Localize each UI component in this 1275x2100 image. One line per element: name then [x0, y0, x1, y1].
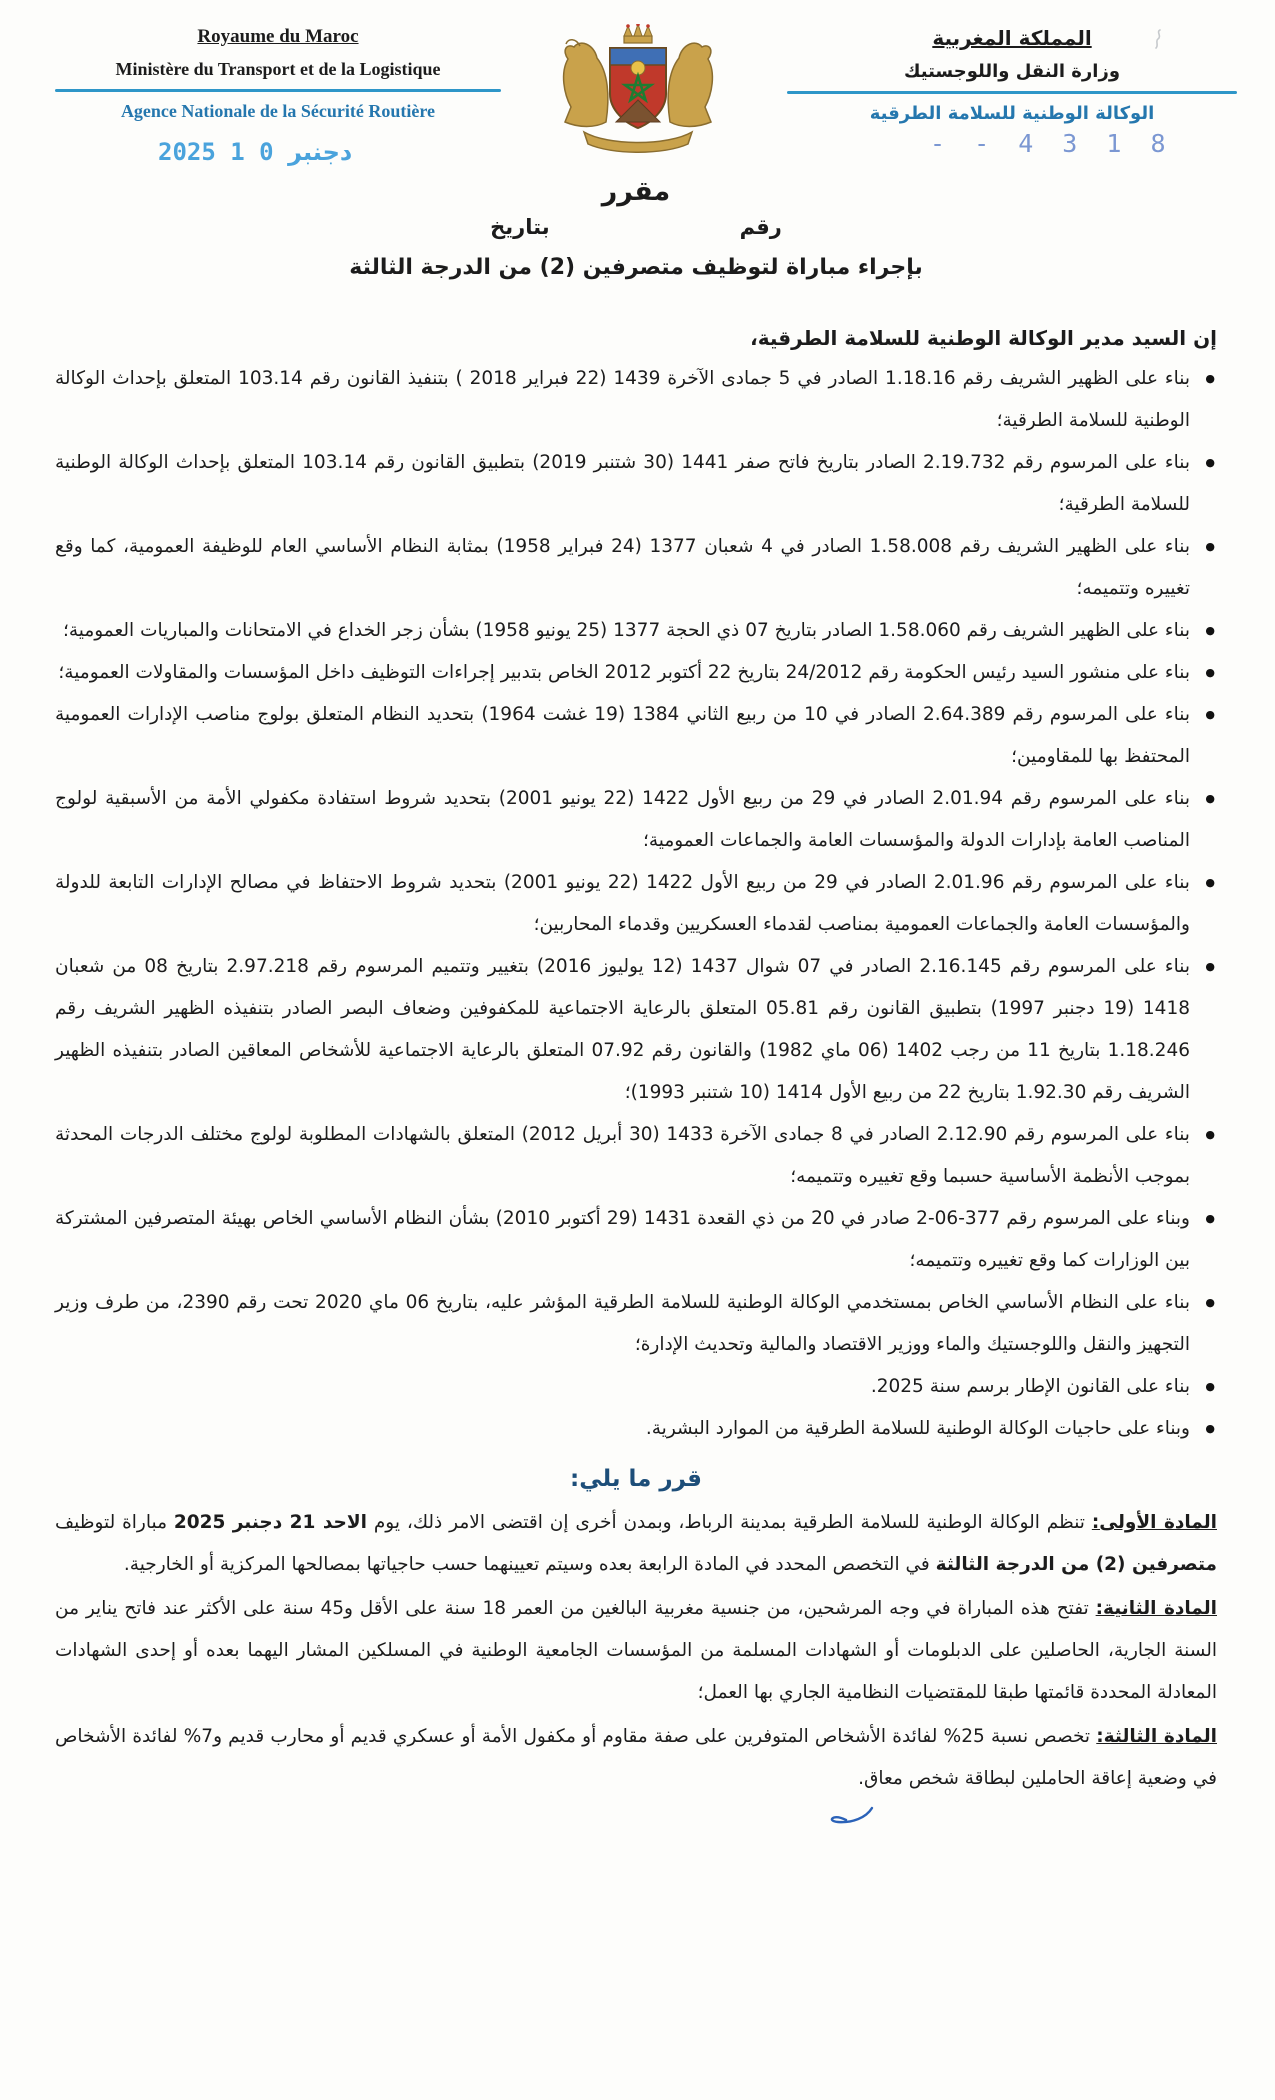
kingdom-title-ar: المملكة المغربية: [932, 26, 1092, 50]
stamp-day: 0 1: [230, 138, 274, 166]
preamble-item: ● بناء على منشور السيد رئيس الحكومة رقم 24/2012 بتاريخ 22 أكتوبر 2012 الخاص بتدبير إجراءات التوظيف داخل المؤسسات والمقاولات العمومية؛: [55, 652, 1217, 694]
header-rule-fr: [55, 89, 501, 92]
preamble-item: ● بناء على الظهير الشريف رقم 1.58.008 الصادر في 4 شعبان 1377 (24 فبراير 1958) بمثابة النظام الأساسي العام للوظيفة العمومية، كما وقع تغييره وتتميمه؛: [55, 526, 1217, 610]
date-stamp: [158, 138, 352, 166]
morocco-coat-of-arms-icon: [546, 24, 730, 160]
article-label: المادة الأولى:: [1091, 1512, 1217, 1533]
agency-title-ar: الوكالة الوطنية للسلامة الطرقية: [869, 103, 1155, 124]
article-text-segment: تنظم الوكالة الوطنية للسلامة الطرقية بمدينة الرباط، وبمدن أخرى إن اقتضى الامر ذلك، يوم: [366, 1512, 1085, 1533]
preamble-item: ● بناء على المرسوم رقم 2.01.94 الصادر في 29 من ربيع الأول 1422 (22 يونيو 2001) بتحديد شروط استفادة مكفولي الأمة من الأسبقية لولوج المناصب العامة بإدارات الدولة والمؤسسات العامة والجماعات العمومية؛: [55, 778, 1217, 862]
agency-title-fr: Agence Nationale de la Sécurité Routière: [120, 101, 436, 121]
article-text-segment: الاحد 21 دجنبر 2025: [173, 1512, 367, 1533]
decision-heading: قرر ما يلي:: [570, 1466, 702, 1492]
preamble-item: ● بناء على المرسوم رقم 2.12.90 الصادر في 8 جمادى الآخرة 1433 (30 أبريل 2012) المتعلق بالشهادات المطلوبة لولوج مختلف الدرجات المحدثة بموجب الأنظمة الأساسية حسبما وقع تغييره وتتميمه؛: [55, 1114, 1217, 1198]
preamble-item: ● بناء على المرسوم رقم 2.19.732 الصادر بتاريخ فاتح صفر 1441 (30 شتنبر 2019) بتطبيق القانون رقم 103.14 المتعلق بإحداث الوكالة الوطنية للسلامة الطرقية؛: [55, 442, 1217, 526]
preamble-item: ● وبناء على المرسوم رقم 377-06-2 صادر في 20 من ذي القعدة 1431 (29 أكتوبر 2010) بشأن النظام الأساسي الخاص بهيئة المتصرفين المشتركة بين الوزارات كما وقع تغييره وتتميمه؛: [55, 1198, 1217, 1282]
preamble-item: ● بناء على المرسوم رقم 2.01.96 الصادر في 29 من ربيع الأول 1422 (22 يونيو 2001) بتحديد شروط الاحتفاظ في مصالح الإدارات التابعة للدولة والمؤسسات العامة والجماعات العمومية بمناصب لقدماء العسكريين وقدماء المحاربين؛: [55, 862, 1217, 946]
article-label: المادة الثالثة:: [1096, 1726, 1217, 1747]
date-label: بتاريخ: [490, 215, 550, 239]
article: [55, 1588, 1217, 1714]
preamble-list: [55, 358, 1217, 1450]
article-text-segment: تفتح هذه المباراة في وجه المرشحين، من جنسية مغربية البالغين من العمر 18 سنة على الأقل و45 سنة على الأكثر عند فاتح يناير من السنة الجارية، الحاصلين على الدبلومات أو الشهادات المسلمة من المؤسسات الجامعية الوطنية في المسلكين المشار اليهما بعده أو إحدى الشهادات المعادلة المحددة قائمتها طبقا للمقتضيات النظامية الجاري بها العمل؛: [55, 1598, 1217, 1703]
preamble-item: ● بناء على الظهير الشريف رقم 1.58.060 الصادر بتاريخ 07 ذي الحجة 1377 (25 يونيو 1958) بشأن زجر الخداع في الامتحانات والمباريات العمومية؛: [55, 610, 1217, 652]
article-text-segment: تخصص نسبة 25% لفائدة الأشخاص المتوفرين على صفة مقاوم أو مكفول الأمة أو عسكري قديم أو محارب قديم و7% لفائدة الأشخاص في وضعية إعاقة الحاملين لبطاقة شخص معاق.: [55, 1726, 1217, 1789]
preamble-item: ● بناء على القانون الإطار برسم سنة 2025.: [55, 1366, 1217, 1408]
preamble-item: ● وبناء على حاجيات الوكالة الوطنية للسلامة الطرقية من الموارد البشرية.: [55, 1408, 1217, 1450]
document-subject: بإجراء مباراة لتوظيف متصرفين (2) من الدرجة الثالثة: [349, 255, 923, 280]
articles: [55, 1502, 1217, 1800]
number-date-row: [55, 215, 1217, 239]
article: [55, 1716, 1217, 1800]
ministry-title-ar: وزارة النقل واللوجستيك: [903, 61, 1121, 82]
signature-mark-icon: [822, 1802, 880, 1828]
registry-number-stamp: - - 4 3 1 8: [930, 129, 1173, 158]
article-text-segment: مباراة لتوظيف: [55, 1512, 174, 1533]
letterhead-french: [55, 26, 501, 124]
article: [55, 1502, 1217, 1586]
stamp-month: دجنبر: [288, 138, 353, 166]
preamble-item: ● بناء على الظهير الشريف رقم 1.18.16 الصادر في 5 جمادى الآخرة 1439 (22 فبراير 2018 ) بتنفيذ القانون رقم 103.14 المتعلق بإحداث الوكالة الوطنية للسلامة الطرقية؛: [55, 358, 1217, 442]
number-label: رقم: [739, 215, 782, 239]
kingdom-title-fr: Royaume du Maroc: [197, 26, 359, 47]
pen-scribble-mark: [1146, 26, 1172, 56]
signature-row: [55, 1802, 1217, 1832]
header-rule-ar: [787, 91, 1237, 94]
article-label: المادة الثانية:: [1095, 1598, 1217, 1619]
article-text-segment: متصرفين (2) من الدرجة الثالثة: [935, 1554, 1217, 1575]
ministry-title-fr: Ministère du Transport et de la Logistique: [115, 59, 441, 79]
stamp-year: 2025: [158, 138, 216, 166]
article-text-segment: في التخصص المحدد في المادة الرابعة بعده وسيتم تعيينهما حسب حاجياتها بمصالحها المركزية أو الخارجية.: [123, 1554, 936, 1575]
preamble-item: ● بناء على المرسوم رقم 2.64.389 الصادر في 10 من ربيع الثاني 1384 (19 غشت 1964) بتحديد النظام المتعلق بولوج مناصب الإدارات العمومية المحتفظ بها للمقاومين؛: [55, 694, 1217, 778]
preamble-item: ● بناء على المرسوم رقم 2.16.145 الصادر في 07 شوال 1437 (12 يوليوز 2016) بتغيير وتتميم المرسوم رقم 2.97.218 بتاريخ 08 من شعبان 1418 (19 دجنبر 1997) بتطبيق القانون رقم 05.81 المتعلق بالرعاية الاجتماعية للمكفوفين وضعاف البصر الصادر بتنفيذه الظهير الشريف رقم 1.18.246 بتاريخ 11 من رجب 1402 (06 ماي 1982) والقانون رقم 07.92 المتعلق بالرعاية الاجتماعية للأشخاص المعاقين الصادر بتنفيذه الظهير الشريف رقم 1.92.30 بتاريخ 22 من ربيع الأول 1414 (10 شتنبر 1993)؛: [55, 946, 1217, 1114]
preamble-item: ● بناء على النظام الأساسي الخاص بمستخدمي الوكالة الوطنية للسلامة الطرقية المؤشر عليه، بتاريخ 06 ماي 2020 تحت رقم 2390، من طرف وزير التجهيز والنقل واللوجستيك والماء ووزير الاقتصاد والمالية وتحديث الإدارة؛: [55, 1282, 1217, 1366]
intro-line: إن السيد مدير الوكالة الوطنية للسلامة الطرقية،: [750, 326, 1217, 350]
document-body: [55, 176, 1217, 1832]
document-type-title: مقرر: [601, 176, 671, 207]
